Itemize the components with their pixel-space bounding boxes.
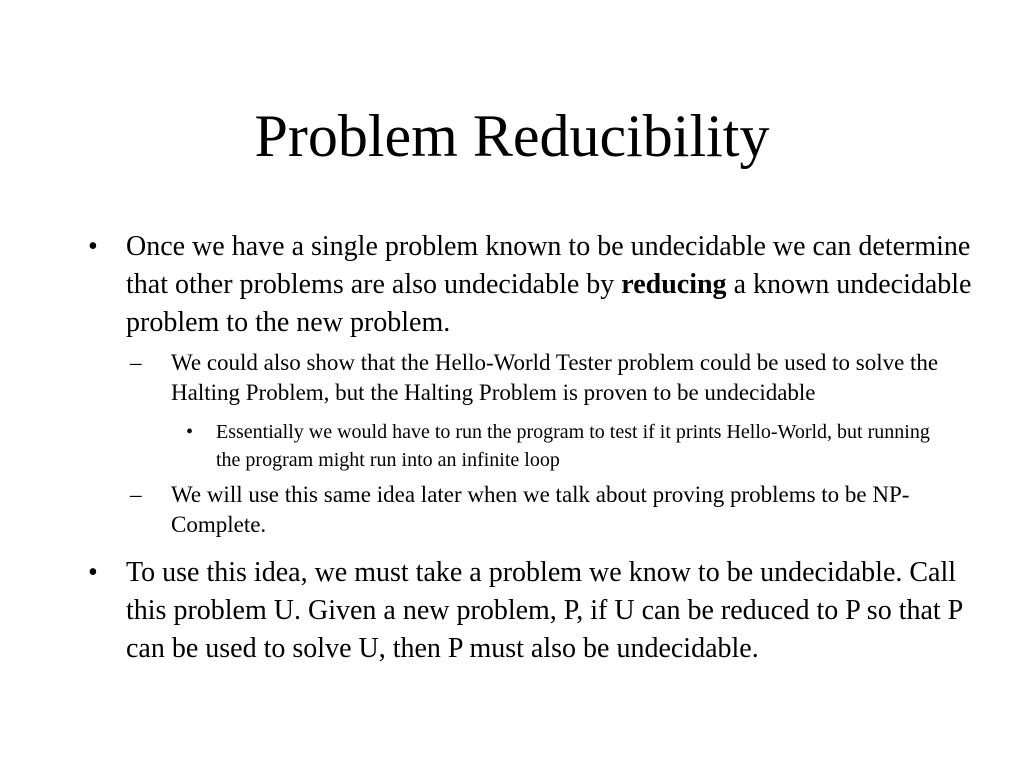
bullet-level1 [0,554,986,668]
bullet-level3 [0,418,946,474]
bullet-level1 [0,228,986,342]
bullet-dot-icon: • [88,557,98,588]
bullet-text: We will use this same idea later when we talk about proving problems to be NP-Complete. [171,482,910,537]
bullet-dash-icon: – [130,350,142,375]
bullet-text-continued: a known undecidable problem to the new problem. [126,269,972,338]
bullet-level2 [0,480,971,540]
bullet-level2 [0,348,971,408]
bullet-dash-icon: – [130,482,142,507]
bullet-text: Essentially we would have to run the program to test if it prints Hello-World, but running the program might run into an infinite loop [216,421,930,471]
bullet-text: Once we have a single problem known to be undecidable we can determine that other problems are also undecidable by [126,231,971,300]
bullet-text: To use this idea, we must take a problem we know to be undecidable. Call this problem U. Given a new problem, P, if U can be reduced to P so that P can be used to solve U, then P must also be undecidable. [126,557,963,664]
bullet-bold-term: reducing [621,269,727,300]
slide-body [0,228,1024,668]
slide-title: Problem Reducibility [254,103,770,169]
bullet-dot-icon: • [186,421,194,443]
bullet-dot-icon: • [88,231,98,262]
bullet-text: We could also show that the Hello-World Tester problem could be used to solve the Halting Problem, but the Halting Problem is proven to be undecidable [171,350,939,405]
